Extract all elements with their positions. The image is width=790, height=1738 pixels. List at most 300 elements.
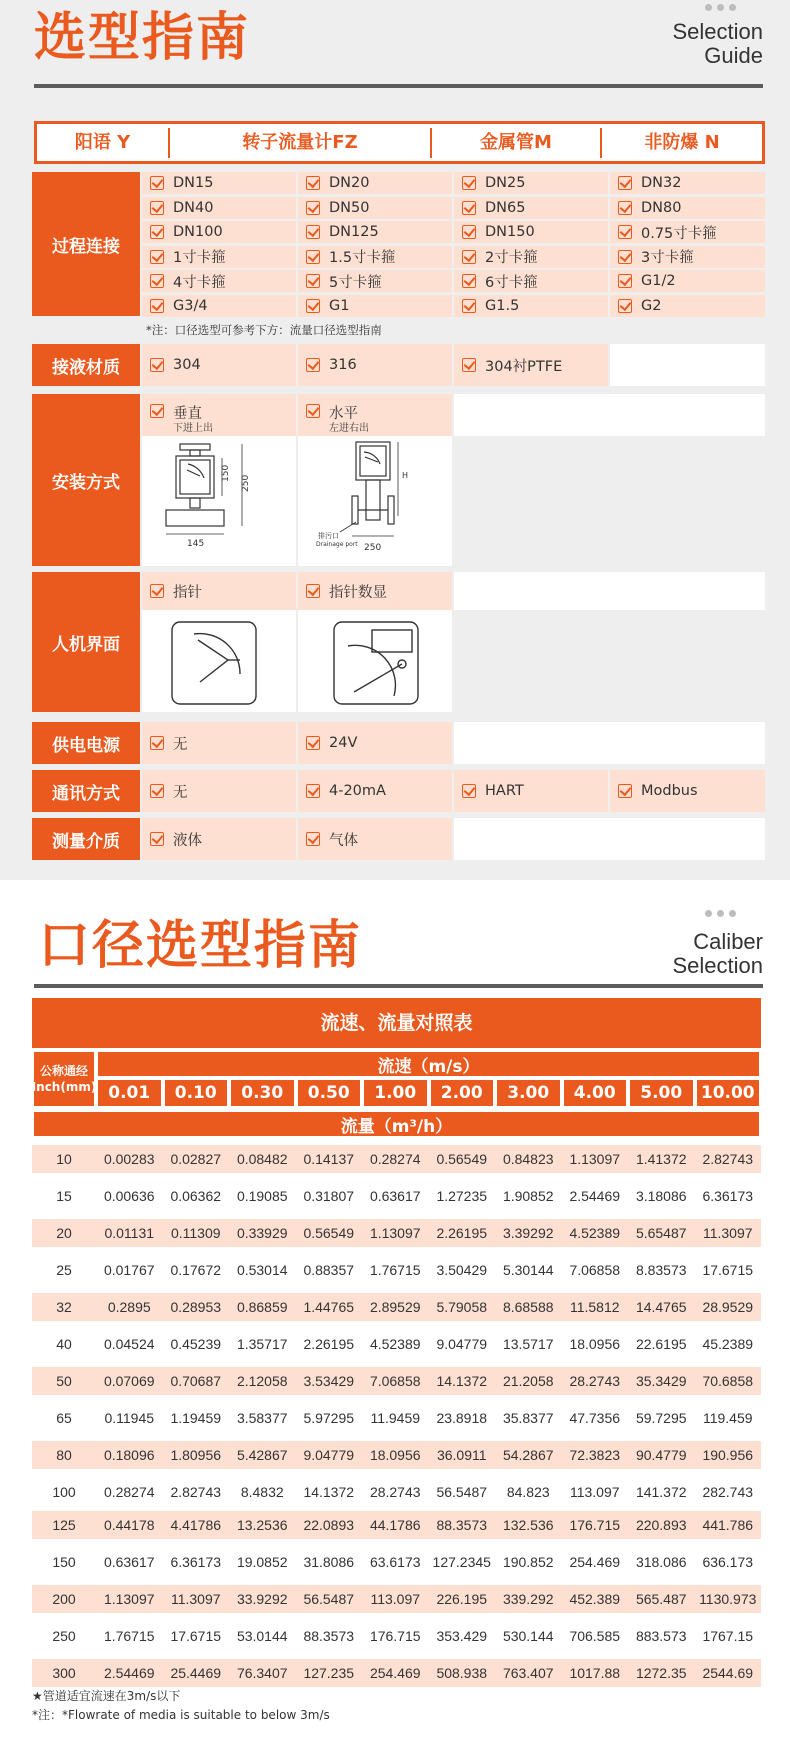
flow-cell: 0.28274: [103, 1484, 155, 1500]
hmi-option-pointer-digital[interactable]: 指针数显: [298, 572, 452, 610]
flow-cell: 35.3429: [635, 1373, 687, 1389]
dn-cell: 80: [56, 1447, 72, 1463]
flow-cell: 21.2058: [502, 1373, 554, 1389]
flow-cell: 226.195: [436, 1591, 488, 1607]
comm-option-modbus[interactable]: Modbus: [610, 770, 765, 812]
comm-option-hart[interactable]: HART: [454, 770, 608, 812]
flow-cell: 636.173: [702, 1554, 754, 1570]
flow-cell: 33.9292: [236, 1591, 288, 1607]
checkbox-icon: [306, 358, 320, 372]
checkbox-icon: [306, 225, 320, 239]
material-option-304[interactable]: 304: [142, 344, 296, 386]
flow-cell: 3.58377: [236, 1410, 288, 1426]
process-note: *注：口径选型可参考下方：流量口径选型指南: [146, 323, 382, 337]
flow-cell: 190.956: [702, 1447, 754, 1463]
vertical-install-drawing: [142, 436, 296, 566]
flow-cell: 56.5487: [303, 1591, 355, 1607]
page-title-en: [560, 20, 763, 68]
flow-cell: 883.573: [635, 1628, 687, 1644]
checkbox-icon: [150, 299, 164, 313]
flow-header: 流量（m³/h）: [32, 1110, 761, 1138]
process-option[interactable]: DN150: [454, 221, 608, 243]
checkbox-icon: [306, 299, 320, 313]
checkbox-icon: [306, 201, 320, 215]
hmi-option-pointer[interactable]: 指针: [142, 572, 296, 610]
power-empty: [454, 722, 765, 764]
checkbox-icon: [306, 250, 320, 264]
checkbox-icon: [150, 250, 164, 264]
checkbox-icon: [306, 176, 320, 190]
dim-250: 250: [241, 474, 251, 492]
checkbox-icon: [150, 358, 164, 372]
dn-cell: 20: [56, 1225, 72, 1241]
flow-cell: 1.13097: [103, 1591, 155, 1607]
flow-cell: 7.06858: [369, 1373, 421, 1389]
material-label: 接液材质: [32, 344, 140, 386]
flow-cell: 19.0852: [236, 1554, 288, 1570]
hmi-label: 人机界面: [32, 572, 140, 712]
flow-cell: 8.4832: [240, 1484, 284, 1500]
flow-cell: 318.086: [635, 1554, 687, 1570]
dn-cell: 65: [56, 1410, 72, 1426]
flow-cell: 0.00283: [103, 1151, 155, 1167]
checkbox-icon: [150, 832, 164, 846]
flow-cell: 2.89529: [369, 1299, 421, 1315]
process-option[interactable]: 5寸卡箍: [298, 270, 452, 292]
process-option[interactable]: 4寸卡箍: [142, 270, 296, 292]
checkbox-icon: [462, 176, 476, 190]
flow-cell: 2.82743: [170, 1484, 222, 1500]
flow-cell: 1.76715: [103, 1628, 155, 1644]
dn-cell: 25: [56, 1262, 72, 1278]
flow-cell: 0.28953: [170, 1299, 222, 1315]
table-row: [32, 1293, 761, 1321]
install-option-vertical[interactable]: 垂直 下进上出: [142, 394, 296, 436]
install-empty-top: [454, 394, 765, 436]
checkbox-icon: [462, 201, 476, 215]
flow-cell: 0.18096: [103, 1447, 155, 1463]
flow-cell: 6.36173: [170, 1554, 222, 1570]
process-option[interactable]: 3寸卡箍: [610, 246, 765, 268]
process-option[interactable]: 2寸卡箍: [454, 246, 608, 268]
checkbox-icon: [150, 784, 164, 798]
flow-cell: 0.45239: [170, 1336, 222, 1352]
process-option[interactable]: 6寸卡箍: [454, 270, 608, 292]
dn-cell: 125: [52, 1517, 76, 1533]
table-row: [32, 1548, 761, 1576]
checkbox-icon: [618, 299, 632, 313]
comm-label: 通讯方式: [32, 770, 140, 812]
flow-cell: 63.6173: [369, 1554, 421, 1570]
flow-cell: 17.6715: [170, 1628, 222, 1644]
flow-cell: 1.13097: [569, 1151, 621, 1167]
process-option[interactable]: DN65: [454, 197, 608, 219]
caliber-title-en: [560, 930, 763, 978]
flow-cell: 0.44178: [103, 1517, 155, 1533]
caliber-en-line1: Caliber: [693, 929, 763, 954]
checkbox-icon: [462, 250, 476, 264]
flow-cell: 1.90852: [502, 1188, 554, 1204]
dim-250-h: 250: [364, 543, 382, 553]
flow-cell: 0.84823: [502, 1151, 554, 1167]
flow-cell: 0.01767: [103, 1262, 155, 1278]
flow-cell: 56.5487: [436, 1484, 488, 1500]
flow-cell: 0.04524: [103, 1336, 155, 1352]
flow-cell: 17.6715: [702, 1262, 754, 1278]
flow-cell: 90.4779: [635, 1447, 687, 1463]
flow-cell: 127.2345: [432, 1554, 491, 1570]
install-empty-area: [454, 436, 765, 566]
hmi-empty-area: [454, 610, 765, 712]
flow-cell: 1.80956: [170, 1447, 222, 1463]
dim-h: H: [402, 471, 409, 480]
flow-cell: 0.11309: [170, 1225, 221, 1241]
flow-cell: 3.50429: [436, 1262, 488, 1278]
speed-cell: 0.30: [229, 1078, 296, 1108]
flow-cell: 1.76715: [369, 1262, 421, 1278]
flow-cell: 0.70687: [170, 1373, 222, 1389]
material-option-ptfe[interactable]: 304衬PTFE: [454, 344, 608, 386]
flow-cell: 113.097: [569, 1484, 620, 1500]
flow-cell: 0.07069: [103, 1373, 155, 1389]
checkbox-icon: [462, 299, 476, 313]
flow-cell: 3.39292: [502, 1225, 554, 1241]
checkbox-icon: [150, 404, 164, 418]
checkbox-icon: [150, 225, 164, 239]
code-tube: 金属管M: [432, 128, 602, 158]
flow-cell: 0.88357: [303, 1262, 355, 1278]
power-option-none[interactable]: 无: [142, 722, 296, 764]
flow-cell: 0.33929: [236, 1225, 288, 1241]
flow-cell: 1.41372: [635, 1151, 687, 1167]
checkbox-icon: [618, 274, 632, 288]
dn-cell: 200: [52, 1591, 76, 1607]
table-row: [32, 1182, 761, 1210]
speed-cell: 4.00: [562, 1078, 629, 1108]
flow-cell: 7.06858: [569, 1262, 621, 1278]
speed-cell: 0.01: [96, 1078, 163, 1108]
flow-cell: 176.715: [569, 1517, 621, 1533]
flow-cell: 1.44765: [303, 1299, 355, 1315]
process-option[interactable]: G1/2: [610, 270, 765, 292]
hmi-empty-top: [454, 572, 765, 610]
process-option[interactable]: DN32: [610, 172, 765, 194]
flow-cell: 59.7295: [635, 1410, 687, 1426]
flow-cell: 0.86859: [236, 1299, 288, 1315]
checkbox-icon: [618, 176, 632, 190]
flow-cell: 1.35717: [236, 1336, 288, 1352]
power-option-24v[interactable]: 24V: [298, 722, 452, 764]
speed-header: 流速（m/s）: [96, 1050, 761, 1078]
flow-cell: 2.54469: [569, 1188, 621, 1204]
checkbox-icon: [306, 584, 320, 598]
material-empty: [610, 344, 765, 386]
power-label: 供电电源: [32, 722, 140, 764]
checkbox-icon: [150, 176, 164, 190]
flow-cell: 13.5717: [502, 1336, 554, 1352]
speed-cell: 3.00: [495, 1078, 562, 1108]
flow-cell: 72.3823: [569, 1447, 621, 1463]
title-rule: [34, 84, 763, 88]
table-row: [32, 1256, 761, 1284]
table-row: [32, 1659, 761, 1687]
process-option[interactable]: DN80: [610, 197, 765, 219]
flow-cell: 1767.15: [702, 1628, 754, 1644]
flow-cell: 5.79058: [436, 1299, 488, 1315]
checkbox-icon: [150, 201, 164, 215]
flow-cell: 11.5812: [569, 1299, 620, 1315]
speed-cell: 1.00: [362, 1078, 429, 1108]
flow-cell: 4.52389: [369, 1336, 421, 1352]
flow-cell: 54.2867: [502, 1447, 554, 1463]
flow-cell: 28.9529: [702, 1299, 754, 1315]
flow-cell: 0.08482: [236, 1151, 288, 1167]
table-row: [32, 1478, 761, 1506]
flow-cell: 2.82743: [702, 1151, 754, 1167]
flow-cell: 18.0956: [369, 1447, 421, 1463]
flow-cell: 6.36173: [702, 1188, 754, 1204]
table-row: [32, 1145, 761, 1173]
flow-cell: 706.585: [569, 1628, 621, 1644]
flow-cell: 254.469: [369, 1665, 421, 1681]
checkbox-icon: [150, 584, 164, 598]
flow-cell: 88.3573: [436, 1517, 488, 1533]
checkbox-icon: [150, 274, 164, 288]
process-option[interactable]: 0.75寸卡箍: [610, 221, 765, 243]
flow-cell: 25.4469: [170, 1665, 222, 1681]
checkbox-icon: [306, 736, 320, 750]
flow-cell: 282.743: [702, 1484, 754, 1500]
checkbox-icon: [462, 358, 476, 372]
dn-cell: 250: [52, 1628, 76, 1644]
table-title: 流速、流量对照表: [32, 998, 761, 1048]
speed-cell: 5.00: [628, 1078, 695, 1108]
flow-cell: 127.235: [303, 1665, 355, 1681]
flow-cell: 0.53014: [236, 1262, 288, 1278]
flow-cell: 44.1786: [369, 1517, 421, 1533]
flow-cell: 1.19459: [170, 1410, 222, 1426]
table-row: [32, 1585, 761, 1613]
table-row: [32, 1367, 761, 1395]
flow-cell: 220.893: [635, 1517, 687, 1533]
dn-cell: 32: [56, 1299, 72, 1315]
flow-cell: 132.536: [502, 1517, 554, 1533]
checkbox-icon: [462, 225, 476, 239]
flow-cell: 5.30144: [502, 1262, 554, 1278]
drain-port-en: Drainage port: [316, 541, 358, 548]
flow-cell: 11.9459: [370, 1410, 421, 1426]
flow-cell: 508.938: [436, 1665, 488, 1681]
medium-option-gas[interactable]: 气体: [298, 818, 452, 860]
checkbox-icon: [618, 250, 632, 264]
drain-port-cn: 排污口: [318, 532, 339, 540]
process-option[interactable]: DN25: [454, 172, 608, 194]
flow-cell: 5.42867: [236, 1447, 288, 1463]
flow-cell: 9.04779: [303, 1447, 355, 1463]
flow-cell: 1.27235: [436, 1188, 488, 1204]
flow-cell: 28.2743: [369, 1484, 421, 1500]
flow-cell: 0.00636: [103, 1188, 155, 1204]
speed-cell: 0.50: [296, 1078, 363, 1108]
flow-cell: 0.01131: [104, 1225, 155, 1241]
process-option[interactable]: G1.5: [454, 295, 608, 317]
caliber-title: 口径选型指南: [38, 916, 363, 976]
flow-cell: 1130.973: [699, 1591, 757, 1607]
flow-cell: 76.3407: [236, 1665, 288, 1681]
flow-cell: 0.28274: [369, 1151, 421, 1167]
flow-cell: 0.11945: [104, 1410, 155, 1426]
table-row: [32, 1219, 761, 1247]
flow-cell: 47.7356: [569, 1410, 621, 1426]
flow-cell: 176.715: [369, 1628, 421, 1644]
flow-cell: 0.19085: [236, 1188, 288, 1204]
dn-cell: 300: [52, 1665, 76, 1681]
checkbox-icon: [306, 832, 320, 846]
flow-cell: 53.0144: [236, 1628, 288, 1644]
flow-cell: 339.292: [502, 1591, 554, 1607]
checkbox-icon: [618, 225, 632, 239]
flow-cell: 8.83573: [635, 1262, 687, 1278]
caliber-en-line2: Selection: [672, 953, 763, 978]
flow-cell: 1.13097: [369, 1225, 421, 1241]
flow-cell: 5.97295: [303, 1410, 355, 1426]
flow-cell: 353.429: [436, 1628, 488, 1644]
flow-cell: 88.3573: [303, 1628, 355, 1644]
flow-cell: 0.2895: [107, 1299, 151, 1315]
checkbox-icon: [306, 784, 320, 798]
process-option[interactable]: DN50: [298, 197, 452, 219]
flow-cell: 2.12058: [236, 1373, 288, 1389]
table-row: [32, 1441, 761, 1469]
flow-cell: 113.097: [370, 1591, 421, 1607]
speed-cell: 0.10: [163, 1078, 230, 1108]
caliber-rule: [34, 984, 763, 988]
flow-cell: 23.8918: [436, 1410, 488, 1426]
flow-cell: 0.56549: [303, 1225, 355, 1241]
flow-cell: 18.0956: [569, 1336, 621, 1352]
flow-cell: 2544.69: [702, 1665, 754, 1681]
flow-cell: 141.372: [635, 1484, 687, 1500]
table-row: [32, 1404, 761, 1432]
process-option[interactable]: DN15: [142, 172, 296, 194]
flow-cell: 0.56549: [436, 1151, 488, 1167]
checkbox-icon: [306, 404, 320, 418]
medium-label: 测量介质: [32, 818, 140, 860]
checkbox-icon: [306, 274, 320, 288]
flow-cell: 28.2743: [569, 1373, 621, 1389]
flow-cell: 35.8377: [502, 1410, 554, 1426]
process-option[interactable]: DN20: [298, 172, 452, 194]
flow-cell: 0.63617: [103, 1554, 155, 1570]
flow-cell: 0.02827: [170, 1151, 222, 1167]
process-option[interactable]: DN125: [298, 221, 452, 243]
flow-cell: 5.65487: [635, 1225, 687, 1241]
flow-cell: 0.63617: [369, 1188, 421, 1204]
title-en-line1: Selection: [672, 19, 763, 44]
speed-cell: 10.00: [695, 1078, 762, 1108]
flow-cell: 22.6195: [635, 1336, 687, 1352]
code-type: 转子流量计FZ: [170, 128, 432, 158]
flow-cell: 3.53429: [303, 1373, 355, 1389]
flow-cell: 452.389: [569, 1591, 621, 1607]
code-explosion: 非防爆 N: [644, 131, 720, 153]
process-option[interactable]: DN100: [142, 221, 296, 243]
horizontal-install-drawing: [298, 436, 452, 566]
flow-cell: 11.3097: [170, 1591, 221, 1607]
process-connection-label: 过程连接: [32, 172, 140, 316]
install-option-horizontal[interactable]: 水平 左进右出: [298, 394, 452, 436]
comm-option-4-20ma[interactable]: 4-20mA: [298, 770, 452, 812]
process-option[interactable]: G2: [610, 295, 765, 317]
flow-cell: 45.2389: [702, 1336, 754, 1352]
flow-cell: 1017.88: [569, 1665, 621, 1681]
flow-cell: 0.17672: [170, 1262, 222, 1278]
comm-option-none[interactable]: 无: [142, 770, 296, 812]
flow-cell: 3.18086: [635, 1188, 687, 1204]
flow-cell: 2.26195: [436, 1225, 488, 1241]
flow-cell: 2.26195: [303, 1336, 355, 1352]
checkbox-icon: [618, 201, 632, 215]
pointer-digital-dial-drawing: [298, 610, 452, 712]
dn-cell: 100: [52, 1484, 76, 1500]
flow-cell: 84.823: [506, 1484, 550, 1500]
flow-cell: 4.41786: [170, 1517, 222, 1533]
process-option[interactable]: G3/4: [142, 295, 296, 317]
dn-cell: 50: [56, 1373, 72, 1389]
checkbox-icon: [462, 784, 476, 798]
decor-dots-2: [700, 902, 736, 921]
table-row: [32, 1511, 761, 1539]
flow-cell: 31.8086: [303, 1554, 355, 1570]
process-option[interactable]: DN40: [142, 197, 296, 219]
flow-cell: 70.6858: [702, 1373, 754, 1389]
flow-cell: 22.0893: [303, 1517, 355, 1533]
dn-header: 公称通经 Inch(mm): [32, 1050, 96, 1108]
flow-cell: 0.06362: [170, 1188, 222, 1204]
page-title: 选型指南: [34, 8, 251, 68]
model-code-bar: [34, 121, 765, 164]
pointer-dial-drawing: [142, 610, 296, 712]
flow-cell: 565.487: [635, 1591, 687, 1607]
medium-option-liquid[interactable]: 液体: [142, 818, 296, 860]
table-row: [32, 1330, 761, 1358]
flow-cell: 763.407: [502, 1665, 554, 1681]
medium-empty: [454, 818, 765, 860]
code-brand: 阳语 Y: [37, 128, 170, 158]
dn-cell: 40: [56, 1336, 72, 1352]
process-option[interactable]: 1寸卡箍: [142, 246, 296, 268]
process-option[interactable]: G1: [298, 295, 452, 317]
checkbox-icon: [618, 784, 632, 798]
install-label: 安装方式: [32, 394, 140, 566]
process-option[interactable]: 1.5寸卡箍: [298, 246, 452, 268]
table-row: [32, 1622, 761, 1650]
flow-cell: 36.0911: [436, 1447, 487, 1463]
title-en-line2: Guide: [704, 43, 763, 68]
dim-145: 145: [187, 539, 205, 549]
material-option-316[interactable]: 316: [298, 344, 452, 386]
checkbox-icon: [150, 736, 164, 750]
flow-cell: 2.54469: [103, 1665, 155, 1681]
dn-cell: 10: [56, 1151, 72, 1167]
flow-cell: 0.14137: [303, 1151, 355, 1167]
flow-cell: 11.3097: [702, 1225, 753, 1241]
flow-cell: 14.4765: [635, 1299, 687, 1315]
footnote-2: *注：*Flowrate of media is suitable to below 3m/s: [32, 1708, 330, 1722]
flow-cell: 1272.35: [635, 1665, 687, 1681]
flow-cell: 14.1372: [436, 1373, 488, 1389]
dim-150: 150: [221, 464, 231, 482]
